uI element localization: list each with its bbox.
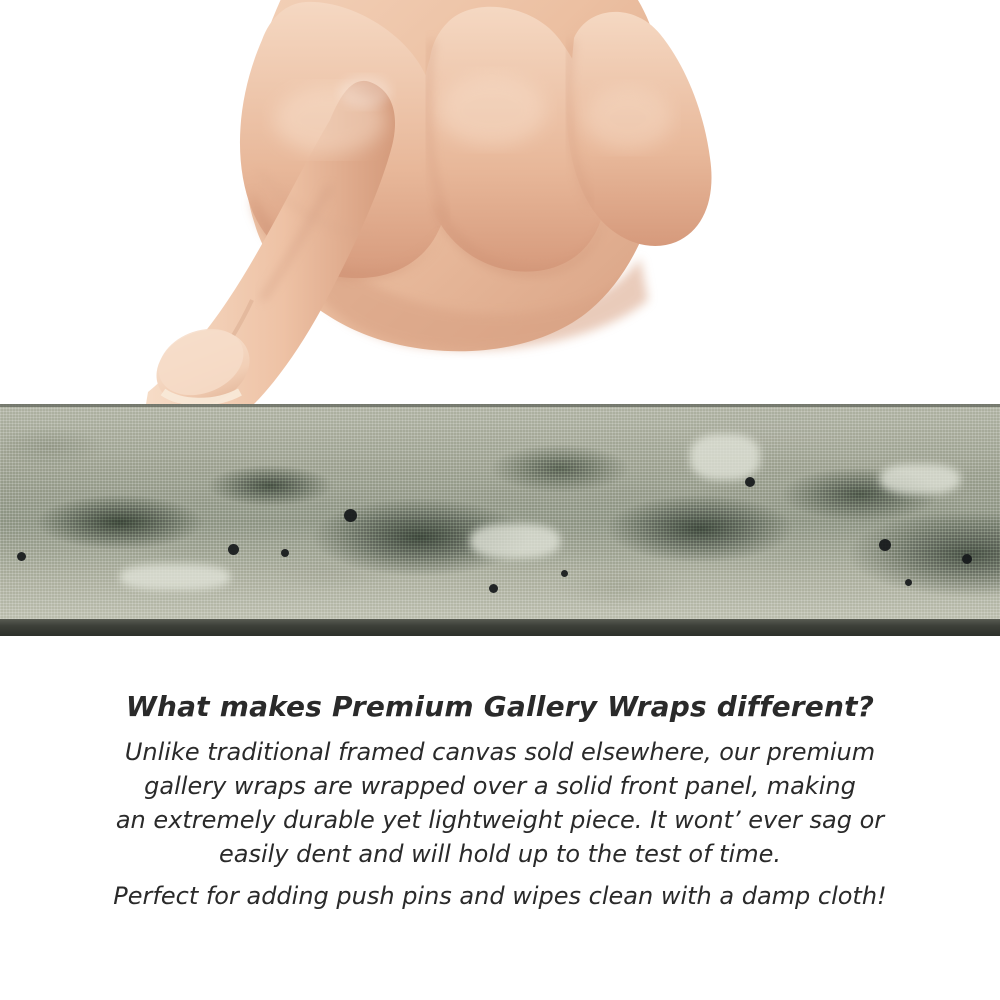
caption-last-line: Perfect for adding push pins and wipes clean with a damp cloth!: [113, 882, 887, 911]
caption-block: [0, 690, 1000, 913]
caption-line-1: Unlike traditional framed canvas sold elsewhere, our premium: [124, 738, 876, 766]
hand-illustration: [0, 0, 1000, 410]
caption-title: What makes Premium Gallery Wraps different?: [125, 690, 875, 723]
caption-line-3: an extremely durable yet lightweight piece. It wont’ ever sag or: [115, 806, 885, 835]
caption-body: [0, 735, 1000, 913]
caption-line-2: gallery wraps are wrapped over a solid front panel, making: [144, 772, 856, 801]
hand-photo: [0, 0, 1000, 410]
canvas-depth-edge: [0, 619, 1000, 636]
canvas-print-surface: [0, 404, 1000, 619]
canvas-edge-photo: [0, 404, 1000, 636]
caption-line-4: easily dent and will hold up to the test of time.: [218, 840, 781, 869]
canvas-top-edge: [0, 404, 1000, 407]
